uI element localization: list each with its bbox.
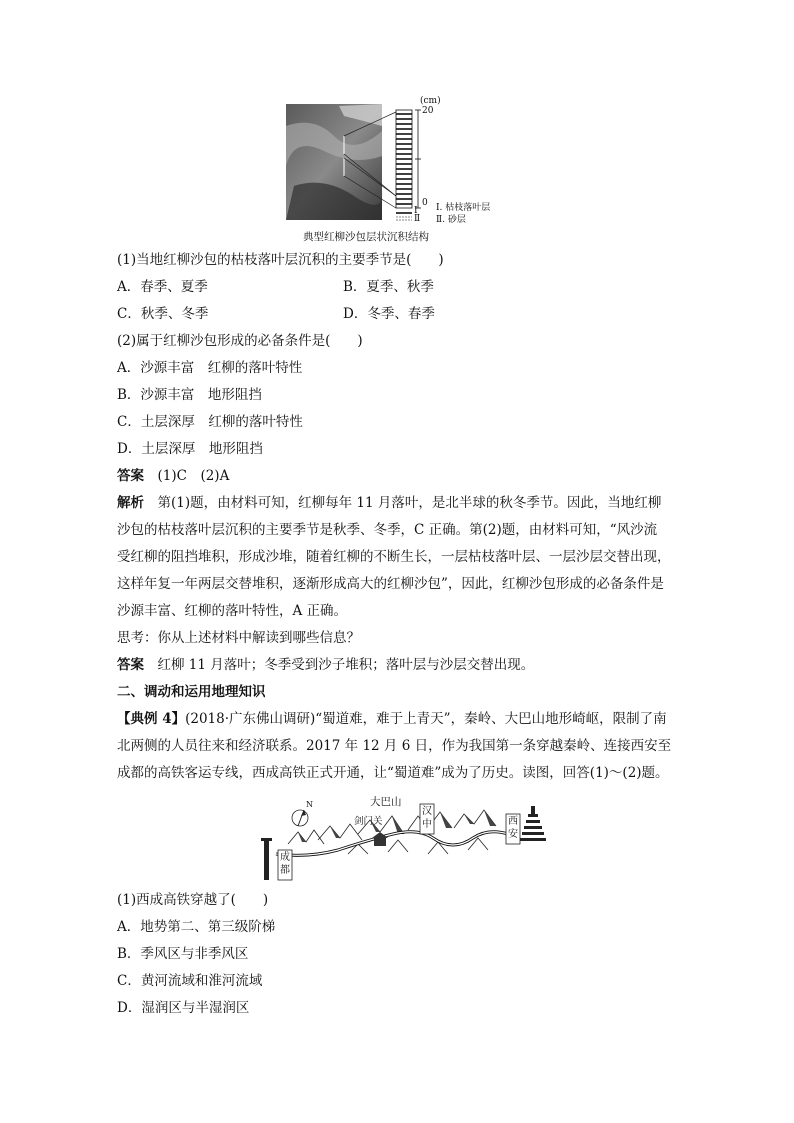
q1-option-a: A．春季、夏季: [117, 279, 208, 295]
legend-mark-1: Ⅰ: [414, 206, 418, 216]
answer2-label: 答案: [117, 657, 144, 673]
example4-line-2: 北两侧的人员往来和经济联系。2017 年 12 月 6 日，作为我国第一条穿越秦岭、连接西安至: [117, 738, 672, 754]
analysis-label: 解析: [117, 495, 144, 511]
analysis-line-2: 沙包的枯枝落叶层沉积的主要季节是秋季、冬季，C 正确。第(2)题，由材料可知，“风沙流: [117, 522, 658, 538]
label-dabashan: 大巴山: [370, 796, 402, 808]
legend-item-1: Ⅰ. 枯枝落叶层: [436, 203, 491, 213]
q1-option-d: D．冬季、春季: [343, 306, 435, 322]
q1-option-b: B．夏季、秋季: [343, 279, 434, 295]
analysis-text-1: 第(1)题，由材料可知，红柳每年 11 月落叶，是北半球的秋冬季节。因此，当地红柳: [144, 495, 662, 511]
q2-option-c: C．土层深厚 红柳的落叶特性: [117, 414, 303, 430]
answer-1: [117, 468, 229, 485]
q2-option-b: B．沙源丰富 地形阻挡: [117, 387, 262, 403]
example4-line-1: [117, 711, 667, 728]
figure1-caption: 典型红柳沙包层状沉积结构: [303, 231, 429, 243]
q3-option-d: D．湿润区与半湿润区: [117, 1000, 250, 1016]
legend-item-2: Ⅱ. 砂层: [436, 215, 466, 225]
q3-option-c: C．黄河流域和淮河流域: [117, 973, 263, 989]
analysis-line-3: 受红柳的阻挡堆积，形成沙堆，随着红柳的不断生长，一层枯枝落叶层、一层沙层交替出现，: [117, 549, 671, 565]
sediment-structure-figure: [284, 96, 524, 226]
scale-unit: (cm): [420, 96, 441, 106]
analysis-line-5: 沙源丰富、红柳的落叶特性，A 正确。: [117, 603, 348, 619]
analysis-line-4: 这样年复一年两层交替堆积，逐渐形成高大的红柳沙包”，因此，红柳沙包形成的必备条件是: [117, 576, 664, 592]
answer-label: 答案: [117, 468, 144, 484]
example4-line-3: 成都的高铁客运专线，西成高铁正式开通，让“蜀道难”成为了历史。读图，回答(1)～(2)题。: [117, 765, 669, 781]
scale-top-label: 20: [422, 106, 434, 116]
railway-map-figure: [258, 794, 548, 884]
answer-text: (1)C (2)A: [144, 468, 230, 484]
answer2-text: 红柳 11 月落叶；冬季受到沙子堆积；落叶层与沙层交替出现。: [144, 657, 535, 673]
scale-zero-label: 0: [422, 198, 428, 208]
answer-2: [117, 657, 534, 674]
q3-option-b: B．季风区与非季风区: [117, 946, 249, 962]
example4-text-1: (2018·广东佛山调研)“蜀道难，难于上青天”，秦岭、大巴山地形崎岖，限制了南: [185, 711, 667, 727]
example4-label: 【典例 4】: [117, 711, 186, 727]
q2-option-d: D．土层深厚 地形阻挡: [117, 441, 263, 457]
q3-option-a: A．地势第二、第三级阶梯: [117, 919, 276, 935]
north-arrow-label: N: [306, 800, 313, 809]
q2-option-a: A．沙源丰富 红柳的落叶特性: [117, 360, 303, 376]
label-hanzhong: 汉中: [422, 806, 432, 830]
q3-stem: (1)西成高铁穿越了( ): [117, 892, 269, 908]
label-xian: 西安: [508, 816, 518, 840]
q1-stem: (1)当地红柳沙包的枯枝落叶层沉积的主要季节是( ): [117, 252, 444, 268]
analysis-line-1: [117, 495, 661, 512]
label-jianmenguan: 剑门关: [354, 816, 383, 827]
q2-stem: (2)属于红柳沙包形成的必备条件是( ): [117, 333, 363, 349]
label-chengdu: 成都: [280, 852, 290, 876]
legend-mark-2: Ⅱ: [414, 214, 421, 224]
think-question: 思考：你从上述材料中解读到哪些信息？: [117, 630, 360, 646]
q1-option-c: C．秋季、冬季: [117, 306, 209, 322]
railway-map-illustration: [258, 794, 548, 884]
section2-title: 二、调动和运用地理知识: [117, 684, 266, 700]
